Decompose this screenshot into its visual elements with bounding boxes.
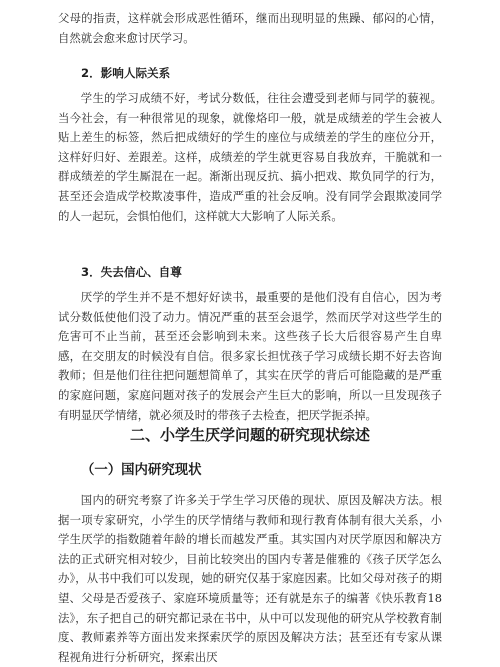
subheading-interpersonal: 2．影响人际关系 [81,66,171,80]
paragraph-confidence: 厌学的学生并不是不想好好读书，最重要的是他们没有自信心，因为考试分数低使他们没了动力。情况严重的甚至会退学，然而厌学对这些学生的危害可不止当前，甚至还会影响到未来。这些孩子长大后很容易产生自卑感，在交朋友的时候没有自信。很多家长担忧孩子学习成绩长期不好去咨询教师；但是他们往往把问题想简单了，其实在厌学的背后可能隐藏的是严重的家庭问题，家庭问题对孩子的发展会产生巨大的影响，所以一旦发现孩子有明显厌学情绪，就必须及时的带孩子去检查，把厌学扼杀掉。 [58,290,442,422]
subsection-title: （一）国内研究现状 [81,463,202,478]
subheading-confidence: 3．失去信心、自尊 [81,265,182,279]
paragraph-continued: 父母的指责，这样就会形成恶性循环，继而出现明显的焦躁、郁闷的心情，自然就会愈来愈讨厌学习。 [58,11,442,45]
paragraph-domestic-research: 国内的研究考察了许多关于学生学习厌倦的现状、原因及解决方法。根据一项专家研究，小学生的厌学情绪与教师和现行教育体制有很大关系，小学生厌学的指数随着年龄的增长而越发严重。其实国内对厌学原因和解决方法的正式研究相对较少，目前比较突出的国内专著是催雅的《孩子厌学怎么办》，从书中我们可以发现，她的研究仅基于家庭因素。比如父母对孩子的期望、父母是否爱孩子、家庭环境质量等；还有就是东子的编著《快乐教育18法》，东子把自己的研究都记录在书中，从中可以发现他的研究从学校教育制度、教师素养等方面出发来探索厌学的原因及解决方法；甚至还有专家从课程视角进行分析研究，探索出厌 [58,493,442,664]
paragraph-interpersonal: 学生的学习成绩不好，考试分数低，往往会遭受到老师与同学的藐视。当今社会，有一种很常见的现象，就像烙印一般，就是成绩差的学生会被人贴上差生的标签，然后把成绩好的学生的座位与成绩差的学生的座位分开，这样好归好、差跟差。这样，成绩差的学生就更容易自我放弃，干脆就和一群成绩差的学生厮混在一起。渐渐出现反抗、搞小把戏、欺负同学的行为，甚至还会造成学校欺凌事件，造成严重的社会反响。没有同学会跟欺凌同学的人一起玩，会惧怕他们，这样就大大影响了人际关系。 [58,91,442,223]
section-title: 二、小学生厌学问题的研究现状综述 [129,426,370,444]
